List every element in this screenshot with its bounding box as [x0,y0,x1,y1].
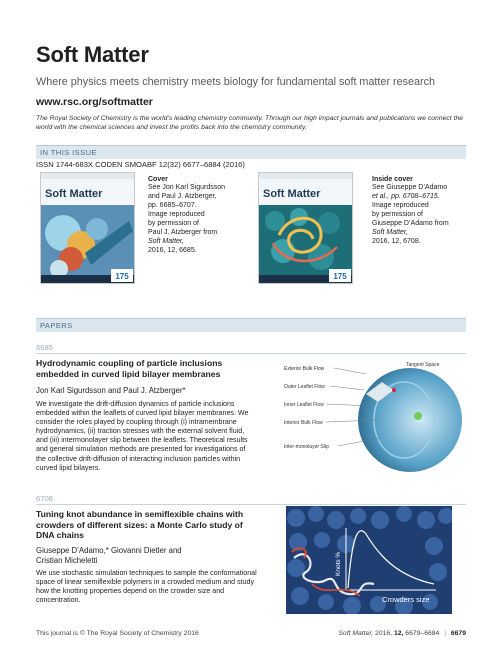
cover-line: See Giuseppe D’Adamo [372,184,448,191]
inside-cover-badge: 175 [333,272,347,281]
cover-line: Giuseppe D’Adamo from [372,220,449,227]
footer-copyright: This journal is © The Royal Society of Chemistry 2016 [36,630,199,637]
inside-cover-art [259,173,353,284]
papers-bar [36,318,466,332]
paper-page-number: 6708 [36,494,53,503]
front-cover-art [41,173,135,284]
in-this-issue-bar [36,145,466,159]
front-cover-badge: 175 [115,272,129,281]
cover-line: pp. 6685–6707. [148,202,197,209]
divider [36,504,466,505]
in-this-issue-label: IN THIS ISSUE [40,148,97,157]
fig-label: Knots % [335,551,342,576]
inside-cover-label: Inside cover [372,176,413,183]
cover-line: Soft Matter, [148,238,184,245]
paper-abstract: We use stochastic simulation techniques to sample the conformational space of linear semiflexible polymers in a crowded medium and study how the knotting properties depend on the crowder size and concentration. [36,569,257,605]
footer-page-number: 6679 [450,630,466,637]
paper-abstract: We investigate the drift-diffusion dynamics of particle inclusions embedded within the leaflets of curved lipid bilayer membranes. We consider the roles played by coupling through (i) intramembrane hydrodynamics, (ii) traction stresses with the external solvent fluid, and (iii) intermonolayer slip between the leaflets. Theoretical results and general simulation methods are presented for investigations of the collective drift-diffusion of interacting inclusion particles within curved lipid bilayers. [36,400,249,472]
fig-label: Inter-monolayer Slip [284,444,329,450]
cover-line: Image reproduced [372,202,429,209]
inside-cover-logo: Soft Matter [263,188,321,200]
paper-title[interactable]: Hydrodynamic coupling of particle inclusions embedded in curved lipid bilayer membranes [36,358,223,379]
knots-figure [286,506,452,614]
membrane-diagram [282,360,468,478]
paper-figure-knots [286,506,452,614]
fig-label: Interior Bulk Flow [284,420,323,426]
front-cover-image[interactable] [40,172,135,284]
cover-line: by permission of [372,211,423,218]
inside-cover-caption [372,176,472,246]
papers-label: PAPERS [40,321,73,330]
cover-line: Image reproduced [148,211,205,218]
rsc-statement: The Royal Society of Chemistry is the world’s leading chemistry community. Through our high impact journals and publications we connect the world with the chemical sciences and invest the profits back into the chemistry community. [36,115,464,132]
cover-line: Paul J. Atzberger from [148,229,218,236]
fig-label: Outer Leaflet Flow [284,384,325,390]
issn-line: ISSN 1744-683X CODEN SMOABF 12(32) 6677–6884 (2016) [36,160,245,169]
cover-line: 2016, 12, 6708. [372,238,421,245]
cover-line: 2016, 12, 6685. [148,247,197,254]
fig-label: Inner Leaflet Flow [284,402,324,408]
journal-title: Soft Matter [36,42,149,67]
cover-line: See Jon Karl Sigurdsson [148,184,226,191]
paper-authors: Giuseppe D’Adamo,* Giovanni Dietler and Cristian Micheletti [36,546,182,565]
journal-url[interactable]: www.rsc.org/softmatter [36,96,153,108]
paper-authors: Jon Karl Sigurdsson and Paul J. Atzberger* [36,386,186,395]
footer-citation [338,630,466,637]
inside-cover-image[interactable] [258,172,353,284]
fig-label: Tangent Space [406,362,440,368]
cover-line: and Paul J. Atzberger, [148,193,217,200]
footer-separator: | [444,630,446,637]
footer-volume: 12, [393,630,404,637]
paper-figure-membrane [282,360,468,478]
cover-line: et al., pp. 6708–6715. [372,193,440,200]
paper-title[interactable]: Tuning knot abundance in semiflexible chains with crowders of different sizes: a Monte Carlo study of DNA chains [36,509,244,540]
front-cover-caption [148,176,248,255]
fig-label: Crowders size [382,595,430,604]
footer-journal: Soft Matter, [338,630,374,637]
journal-tagline: Where physics meets chemistry meets biology for fundamental soft matter research [36,76,436,88]
front-cover-label: Cover [148,176,168,183]
front-cover-logo: Soft Matter [45,188,103,200]
paper-page-number: 6685 [36,343,53,352]
fig-label: Exterior Bulk Flow [284,366,325,372]
footer-year: 2016, [375,630,393,637]
cover-line: by permission of [148,220,199,227]
footer-pages: 6679–6684 [405,630,440,637]
cover-line: Soft Matter, [372,229,408,236]
divider [36,353,466,354]
